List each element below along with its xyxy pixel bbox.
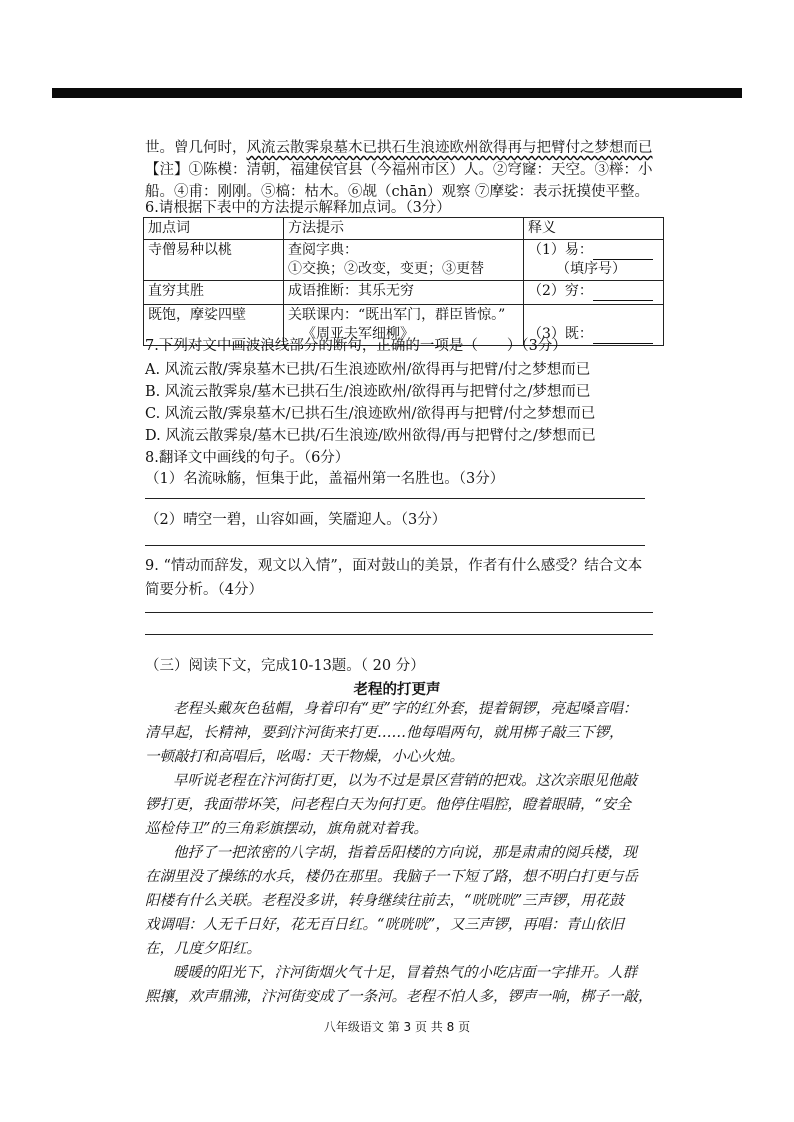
- question-9-line: 9. “情动而辞发，观文以入情”，面对鼓山的美景，作者有什么感受？结合文本: [145, 558, 643, 574]
- table-row: [144, 281, 664, 305]
- table-cell: （1）易： （填序号）: [524, 240, 664, 281]
- paragraph-line: 在湖里没了操练的水兵，楼仍在那里。我脑子一下短了路，想不明白打更与岳: [145, 869, 638, 885]
- question-6-stem: 6.请根据下表中的方法提示解释加点词。（3分）: [145, 200, 451, 216]
- table-header: 加点词: [144, 218, 284, 240]
- paragraph-line: 锣打更，我面带坏笑，问老程白天为何打更。他停住唱腔，瞪着眼睛，“安全: [145, 797, 631, 813]
- article-title: 老程的打更声: [353, 681, 441, 698]
- header-rule: [52, 88, 742, 98]
- answer-line[interactable]: [145, 612, 653, 613]
- table-header: 释义: [524, 218, 664, 240]
- answer-blank[interactable]: [593, 245, 653, 260]
- note-line: 【注】①陈模：清朝，福建侯官县（今福州市区）人。②穹窿：天空。③榉：小: [145, 162, 653, 178]
- table-cell: 寺僧易种以桃: [144, 240, 284, 281]
- table-cell: 成语推断：其乐无穷: [284, 281, 524, 305]
- answer-blank[interactable]: [593, 329, 653, 344]
- paragraph-line: 清早起，长精神，要到汴河街来打更……他每唱两句，就用梆子敲三下锣，: [145, 725, 624, 741]
- wavy-underlined-text: 风流云散霁泉墓木已拱石生浪迹欧州欲得再与把臂付之梦想而已: [246, 140, 653, 156]
- paragraph-line: 熙攘，欢声鼎沸，汴河街变成了一条河。老程不怕人多，锣声一响，梆子一敲，: [145, 989, 653, 1005]
- question-8-stem: 8.翻译文中画线的句子。（6分）: [145, 450, 350, 466]
- table-cell: 直穷其胜: [144, 281, 284, 305]
- option-d[interactable]: D. 风流云散霁泉/墓木已拱/石生浪迹/欧州欲得/再与把臂付之/梦想而已: [145, 428, 596, 444]
- paragraph-line: 暖暖的阳光下，汴河街烟火气十足，冒着热气的小吃店面一字排开。人群: [173, 965, 637, 981]
- table-cell: （3）既：: [524, 305, 664, 346]
- answer-line[interactable]: [145, 498, 645, 499]
- table-cell: （2）穷：: [524, 281, 664, 305]
- page-footer: 八年级语文 第 3 页 共 8 页: [323, 1020, 471, 1034]
- paragraph-line: 在，几度夕阳红。: [145, 941, 261, 957]
- paragraph-line: 阳楼有什么关联。老程没多讲，转身继续往前去，“咣咣咣”三声锣，用花鼓: [145, 893, 624, 909]
- option-a[interactable]: A. 风流云散/霁泉墓木已拱/石生浪迹欧州/欲得再与把臂/付之梦想而已: [145, 362, 591, 378]
- paragraph-line: 他抒了一把浓密的八字胡，指着岳阳楼的方向说，那是肃肃的阅兵楼，现: [173, 845, 637, 861]
- paragraph-line: 戏调唱：人无千日好，花无百日红。“咣咣咣”，又三声锣，再唱：青山依旧: [145, 917, 624, 933]
- table-header-row: [144, 218, 664, 240]
- note-line: 船。④甫：刚刚。⑤槁：枯木。⑥觇（chān）观察 ⑦摩娑：表示抚摸使平整。: [145, 184, 650, 200]
- table-row: [144, 240, 664, 281]
- paragraph-line: 巡检侍卫”的三角彩旗摆动，旗角就对着我。: [145, 821, 428, 837]
- table-cell: 查阅字典： ①交换；②改变，变更；③更替: [284, 240, 524, 281]
- question-8-sentence-2: （2）晴空一碧，山容如画，笑靥迎人。（3分）: [145, 512, 447, 528]
- passage-line: 世。曾几何时，风流云散霁泉墓木已拱石生浪迹欧州欲得再与把臂付之梦想而已: [145, 140, 653, 156]
- option-c[interactable]: C. 风流云散/霁泉墓木/已拱石生/浪迹欧州/欲得再与把臂/付之梦想而已: [145, 406, 596, 422]
- paragraph-line: 早听说老程在汴河街打更，以为不过是景区营销的把戏。这次亲眼见他敲: [173, 773, 637, 789]
- question-8-sentence-1: （1）名流咏觞，恒集于此，盖福州第一名胜也。（3分）: [145, 471, 505, 487]
- answer-blank[interactable]: [593, 286, 653, 301]
- table-header: 方法提示: [284, 218, 524, 240]
- table-cell: 关联课内：“既出军门，群臣皆惊。” 《周亚夫军细柳》: [284, 305, 524, 346]
- table-cell: 既饱，摩娑四壁: [144, 305, 284, 346]
- question-9-line: 简要分析。（4分）: [145, 582, 263, 598]
- section-heading: （三）阅读下文，完成10-13题。（ 20 分）: [145, 658, 425, 674]
- paragraph-line: 一顿敲打和高唱后，吆喝：天干物燥，小心火烛。: [145, 749, 464, 765]
- option-b[interactable]: B. 风流云散霁泉/墓木已拱石生/浪迹欧州/欲得再与把臂付之/梦想而已: [145, 384, 591, 400]
- paragraph-line: 老程头戴灰色毡帽，身着印有“更”字的红外套，提着铜锣，亮起嗓音唱：: [173, 701, 638, 717]
- question-7-stem: 7.下列对文中画波浪线部分的断句，正确的一项是（ ）（3分）: [145, 338, 567, 354]
- answer-line[interactable]: [145, 545, 645, 546]
- answer-line[interactable]: [145, 634, 653, 635]
- method-table: [143, 217, 664, 346]
